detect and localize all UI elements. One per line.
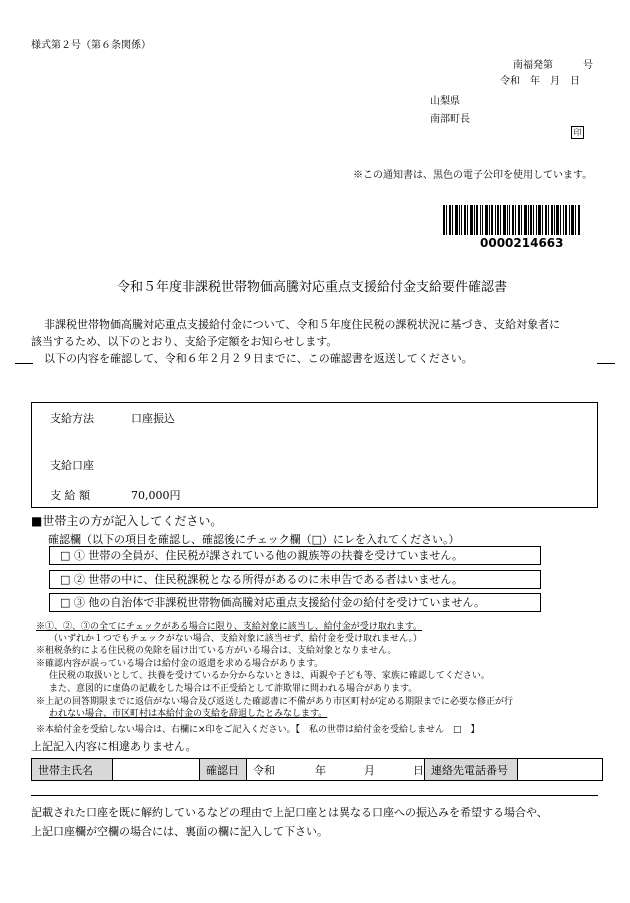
date-label: 確認日 [200, 759, 247, 781]
issuer: 南部町長 [430, 114, 470, 125]
fold-mark-left [15, 363, 33, 364]
decline-note[interactable]: ※本給付金を受給しない場合は、右欄に×印をご記入ください。【 私の世帯は給付金を受給しません □ 】 [36, 725, 480, 735]
check-item-3[interactable]: □ ③ 他の自治体で非課税世帯物価高騰対応重点支援給付金の給付を受けていません。 [49, 593, 541, 612]
account-label: 支給口座 [50, 459, 94, 472]
seal-stamp: 印 [571, 126, 584, 139]
fold-mark-right [597, 363, 615, 364]
check-item-1[interactable]: □ ① 世帯の全員が、住民税が課されている他の親族等の扶養を受けていません。 [49, 546, 541, 565]
note-4b: われない場合、市区町村は本給付金の支給を辞退したとみなします。 [49, 709, 328, 719]
note-3: ※確認内容が誤っている場合は給付金の返還を求める場合があります。 [36, 659, 324, 669]
footer-line-1: 記載された口座を既に解約しているなどの理由で上記口座とは異なる口座への振込みを希望する場合や、 [31, 806, 548, 819]
footer-line-2: 上記口座欄が空欄の場合には、裏面の欄に記入して下さい。 [31, 825, 328, 838]
date-month: 月 [364, 763, 375, 777]
intro-line-3: 以下の内容を確認して、令和６年２月２９日までに、この確認書を返送してください。 [44, 352, 473, 365]
date-year: 年 [315, 763, 326, 777]
issue-date: 令和 年 月 日 [500, 76, 580, 87]
section-heading: ■世帯主の方が記入してください。 [31, 514, 223, 528]
date-day: 日 [413, 763, 424, 777]
phone-input[interactable] [518, 759, 603, 781]
document-title: 令和５年度非課税世帯物価高騰対応重点支援給付金支給要件確認書 [117, 280, 508, 295]
check-item-2[interactable]: □ ② 世帯の中に、住民税課税となる所得があるのに未申告である者はいません。 [49, 570, 541, 589]
check-instructions: 確認欄（以下の項目を確認し、確認後にチェック欄（□）にレを入れてください。） [48, 533, 460, 546]
confirmation-table [31, 758, 603, 781]
note-1: ※①、②、③の全てにチェックがある場合に限り、支給対象に該当し、給付金が受け取れます。 [36, 622, 423, 632]
footer-divider [31, 795, 598, 796]
payment-info-box [31, 402, 598, 508]
barcode [443, 205, 580, 235]
note-4: ※上記の回答期限までに返信がない場合及び返送した確認書に不備があり市区町村が定める期限までに必要な修正が行 [36, 697, 514, 707]
note-2: ※租税条約による住民税の免除を届け出ている方がいる場合は、支給対象となりません。 [36, 646, 397, 656]
payment-method-label: 支給方法 [50, 412, 94, 425]
payment-method-value: 口座振込 [131, 412, 175, 425]
note-3b: 住民税の取扱いとして、扶養を受けているか分からないときは、両親や子ども等、家族に確認してください。 [49, 671, 490, 681]
document-number: 南福発第 号 [513, 60, 593, 71]
intro-line-2: 該当するため、以下のとおり、支給予定額をお知らせします。 [31, 335, 338, 348]
confirm-statement: 上記記入内容に相違ありません。 [31, 740, 197, 753]
phone-label: 連絡先電話番号 [425, 759, 518, 781]
amount-label: 支 給 額 [50, 489, 90, 502]
head-name-input[interactable] [113, 759, 200, 781]
barcode-number: 0000214663 [480, 236, 564, 250]
form-number: 様式第２号（第６条関係） [31, 40, 151, 51]
date-era: 令和 [253, 763, 275, 777]
date-input[interactable] [247, 759, 425, 781]
amount-value: 70,000円 [131, 489, 181, 502]
prefecture: 山梨県 [430, 96, 460, 107]
head-name-label: 世帯主氏名 [32, 759, 113, 781]
note-1b: （いずれか１つでもチェックがない場合、支給対象に該当せず、給付金を受け取れません。） [49, 634, 423, 644]
intro-line-1: 非課税世帯物価高騰対応重点支援給付金について、令和５年度住民税の課税状況に基づき、支給対象者に [44, 318, 561, 331]
note-3c: また、意図的に虚偽の記載をした場合は不正受給として詐欺罪に問われる場合があります。 [49, 684, 418, 694]
seal-notice: ※この通知書は、黒色の電子公印を使用しています。 [353, 170, 593, 181]
